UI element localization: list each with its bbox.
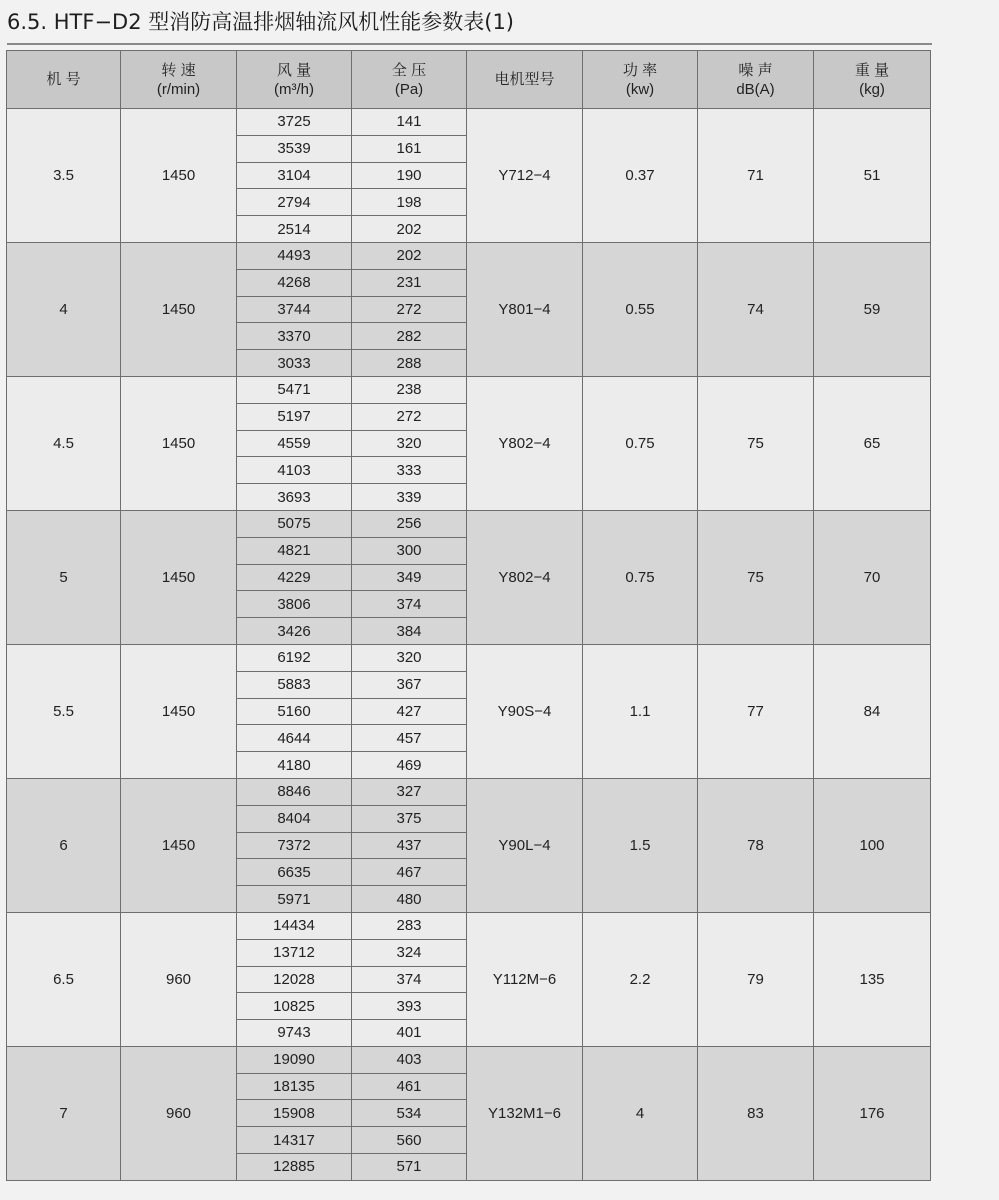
airflow-cell: 5160 — [237, 698, 352, 725]
speed-cell: 1450 — [121, 778, 237, 912]
airflow-cell: 3693 — [237, 484, 352, 511]
airflow-cell: 5883 — [237, 671, 352, 698]
page-title: 6.5. HTF−D2 型消防高温排烟轴流风机性能参数表(1) — [7, 10, 514, 34]
airflow-cell: 15908 — [237, 1100, 352, 1127]
motor-cell: Y90L−4 — [467, 778, 583, 912]
pressure-cell: 283 — [352, 912, 467, 939]
pressure-cell: 461 — [352, 1073, 467, 1100]
pressure-cell: 202 — [352, 242, 467, 269]
airflow-cell: 14434 — [237, 912, 352, 939]
weight-cell: 176 — [814, 1046, 931, 1180]
airflow-cell: 3104 — [237, 162, 352, 189]
header-power: 功 率 (kw) — [583, 51, 698, 109]
weight-cell: 84 — [814, 644, 931, 778]
power-cell: 0.37 — [583, 109, 698, 243]
power-cell: 0.75 — [583, 376, 698, 510]
power-cell: 2.2 — [583, 912, 698, 1046]
noise-cell: 75 — [698, 376, 814, 510]
pressure-cell: 198 — [352, 189, 467, 216]
airflow-cell: 4229 — [237, 564, 352, 591]
header-motor: 电机型号 — [467, 51, 583, 109]
pressure-cell: 384 — [352, 618, 467, 645]
pressure-cell: 367 — [352, 671, 467, 698]
airflow-cell: 5971 — [237, 886, 352, 913]
pressure-cell: 256 — [352, 510, 467, 537]
power-cell: 1.1 — [583, 644, 698, 778]
weight-cell: 51 — [814, 109, 931, 243]
airflow-cell: 3725 — [237, 109, 352, 136]
pressure-cell: 534 — [352, 1100, 467, 1127]
pressure-cell: 288 — [352, 350, 467, 377]
model-cell: 3.5 — [7, 109, 121, 243]
pressure-cell: 401 — [352, 1020, 467, 1047]
header-speed: 转 速 (r/min) — [121, 51, 237, 109]
airflow-cell: 3370 — [237, 323, 352, 350]
pressure-cell: 560 — [352, 1127, 467, 1154]
performance-table — [6, 50, 931, 1181]
model-cell: 5.5 — [7, 644, 121, 778]
airflow-cell: 6192 — [237, 644, 352, 671]
pressure-cell: 327 — [352, 778, 467, 805]
airflow-cell: 13712 — [237, 939, 352, 966]
airflow-cell: 6635 — [237, 859, 352, 886]
table-row — [7, 376, 931, 403]
pressure-cell: 320 — [352, 644, 467, 671]
pressure-cell: 374 — [352, 966, 467, 993]
table-row — [7, 778, 931, 805]
airflow-cell: 18135 — [237, 1073, 352, 1100]
table-row — [7, 510, 931, 537]
table-row — [7, 1046, 931, 1073]
speed-cell: 960 — [121, 912, 237, 1046]
weight-cell: 59 — [814, 242, 931, 376]
table-row — [7, 109, 931, 136]
power-cell: 4 — [583, 1046, 698, 1180]
airflow-cell: 4493 — [237, 242, 352, 269]
pressure-cell: 320 — [352, 430, 467, 457]
speed-cell: 1450 — [121, 242, 237, 376]
motor-cell: Y802−4 — [467, 510, 583, 644]
noise-cell: 83 — [698, 1046, 814, 1180]
pressure-cell: 161 — [352, 135, 467, 162]
model-cell: 4 — [7, 242, 121, 376]
speed-cell: 1450 — [121, 510, 237, 644]
speed-cell: 960 — [121, 1046, 237, 1180]
pressure-cell: 272 — [352, 296, 467, 323]
airflow-cell: 3744 — [237, 296, 352, 323]
weight-cell: 135 — [814, 912, 931, 1046]
weight-cell: 100 — [814, 778, 931, 912]
model-cell: 4.5 — [7, 376, 121, 510]
pressure-cell: 469 — [352, 752, 467, 779]
table-row — [7, 242, 931, 269]
airflow-cell: 4644 — [237, 725, 352, 752]
pressure-cell: 480 — [352, 886, 467, 913]
airflow-cell: 4268 — [237, 269, 352, 296]
motor-cell: Y712−4 — [467, 109, 583, 243]
noise-cell: 78 — [698, 778, 814, 912]
motor-cell: Y801−4 — [467, 242, 583, 376]
motor-cell: Y112M−6 — [467, 912, 583, 1046]
airflow-cell: 4180 — [237, 752, 352, 779]
pressure-cell: 437 — [352, 832, 467, 859]
airflow-cell: 4103 — [237, 457, 352, 484]
noise-cell: 79 — [698, 912, 814, 1046]
title-divider — [7, 43, 932, 45]
airflow-cell: 9743 — [237, 1020, 352, 1047]
airflow-cell: 10825 — [237, 993, 352, 1020]
noise-cell: 71 — [698, 109, 814, 243]
airflow-cell: 4559 — [237, 430, 352, 457]
pressure-cell: 300 — [352, 537, 467, 564]
pressure-cell: 349 — [352, 564, 467, 591]
noise-cell: 75 — [698, 510, 814, 644]
pressure-cell: 571 — [352, 1154, 467, 1181]
pressure-cell: 457 — [352, 725, 467, 752]
pressure-cell: 231 — [352, 269, 467, 296]
header-noise: 噪 声 dB(A) — [698, 51, 814, 109]
model-cell: 5 — [7, 510, 121, 644]
airflow-cell: 5471 — [237, 376, 352, 403]
power-cell: 1.5 — [583, 778, 698, 912]
speed-cell: 1450 — [121, 376, 237, 510]
pressure-cell: 238 — [352, 376, 467, 403]
airflow-cell: 5197 — [237, 403, 352, 430]
power-cell: 0.75 — [583, 510, 698, 644]
pressure-cell: 202 — [352, 216, 467, 243]
table-row — [7, 644, 931, 671]
airflow-cell: 3539 — [237, 135, 352, 162]
model-cell: 7 — [7, 1046, 121, 1180]
airflow-cell: 12885 — [237, 1154, 352, 1181]
pressure-cell: 427 — [352, 698, 467, 725]
airflow-cell: 5075 — [237, 510, 352, 537]
weight-cell: 70 — [814, 510, 931, 644]
airflow-cell: 2514 — [237, 216, 352, 243]
airflow-cell: 3806 — [237, 591, 352, 618]
motor-cell: Y90S−4 — [467, 644, 583, 778]
pressure-cell: 339 — [352, 484, 467, 511]
pressure-cell: 375 — [352, 805, 467, 832]
airflow-cell: 3426 — [237, 618, 352, 645]
pressure-cell: 333 — [352, 457, 467, 484]
airflow-cell: 4821 — [237, 537, 352, 564]
airflow-cell: 8404 — [237, 805, 352, 832]
pressure-cell: 272 — [352, 403, 467, 430]
noise-cell: 77 — [698, 644, 814, 778]
airflow-cell: 2794 — [237, 189, 352, 216]
weight-cell: 65 — [814, 376, 931, 510]
model-cell: 6 — [7, 778, 121, 912]
header-airflow: 风 量 (m³/h) — [237, 51, 352, 109]
pressure-cell: 393 — [352, 993, 467, 1020]
header-weight: 重 量 (kg) — [814, 51, 931, 109]
power-cell: 0.55 — [583, 242, 698, 376]
noise-cell: 74 — [698, 242, 814, 376]
header-model: 机 号 — [7, 51, 121, 109]
header-pressure: 全 压 (Pa) — [352, 51, 467, 109]
table-row — [7, 912, 931, 939]
pressure-cell: 403 — [352, 1046, 467, 1073]
airflow-cell: 12028 — [237, 966, 352, 993]
speed-cell: 1450 — [121, 109, 237, 243]
pressure-cell: 467 — [352, 859, 467, 886]
speed-cell: 1450 — [121, 644, 237, 778]
pressure-cell: 282 — [352, 323, 467, 350]
airflow-cell: 3033 — [237, 350, 352, 377]
airflow-cell: 8846 — [237, 778, 352, 805]
airflow-cell: 7372 — [237, 832, 352, 859]
airflow-cell: 19090 — [237, 1046, 352, 1073]
motor-cell: Y132M1−6 — [467, 1046, 583, 1180]
header-row — [7, 51, 931, 109]
pressure-cell: 141 — [352, 109, 467, 136]
pressure-cell: 324 — [352, 939, 467, 966]
pressure-cell: 374 — [352, 591, 467, 618]
motor-cell: Y802−4 — [467, 376, 583, 510]
pressure-cell: 190 — [352, 162, 467, 189]
airflow-cell: 14317 — [237, 1127, 352, 1154]
model-cell: 6.5 — [7, 912, 121, 1046]
